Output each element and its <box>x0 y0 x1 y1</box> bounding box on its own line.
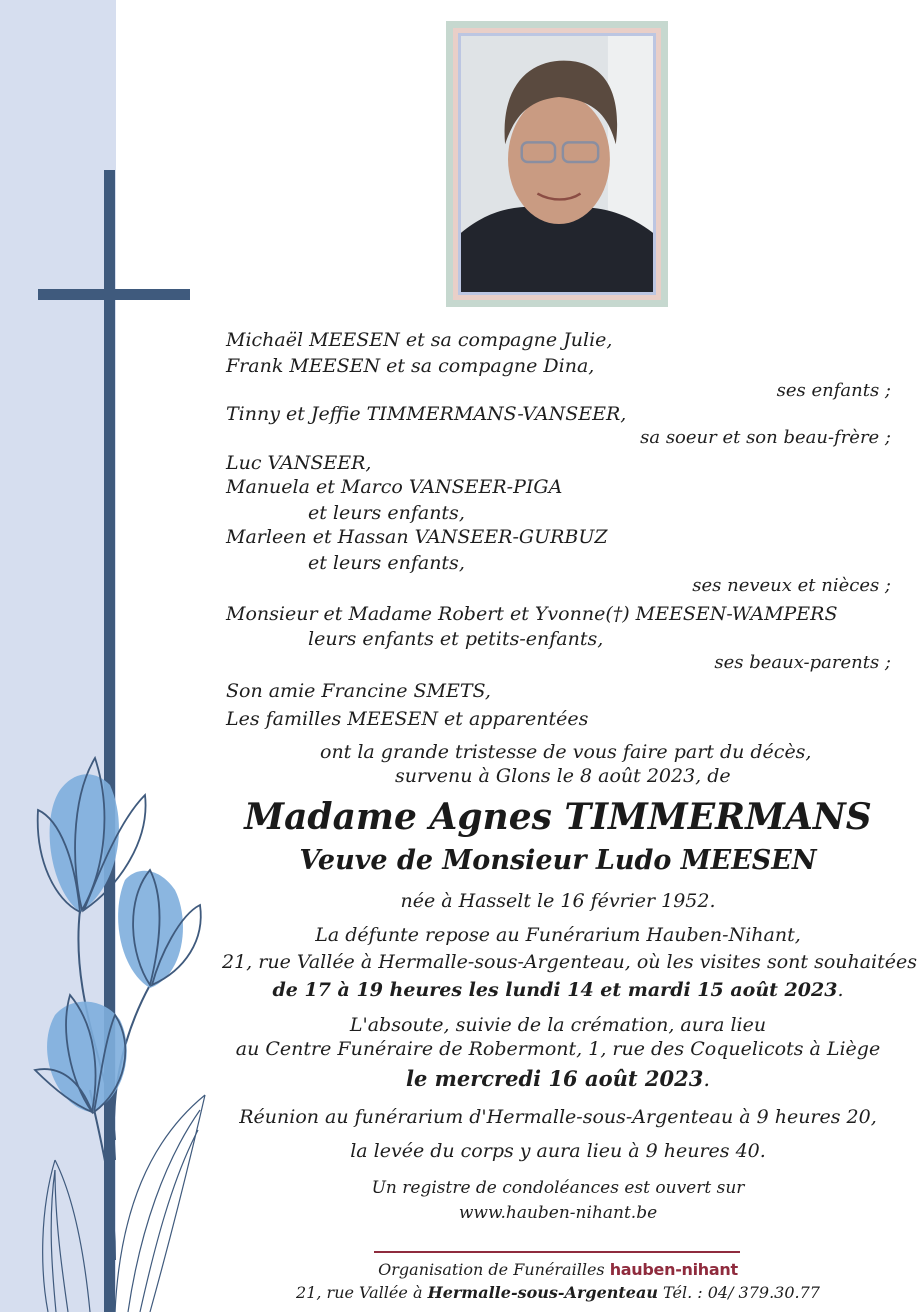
footer-org <box>230 1258 886 1282</box>
levee-line: la levée du corps y aura lieu à 9 heures 40. <box>350 1140 766 1162</box>
family-line: Tinny et Jeffie TIMMERMANS-VANSEER, <box>226 403 627 425</box>
registry-url: www.hauben-nihant.be <box>458 1203 658 1223</box>
brand-logo: hauben-nihant <box>609 1260 738 1279</box>
family-line: Marleen et Hassan VANSEER-GURBUZ <box>226 526 608 548</box>
absoute-date-line: le mercredi 16 août 2023. <box>405 1066 711 1091</box>
family-role: ses neveux et nièces ; <box>692 575 891 596</box>
family-line: et leurs enfants, <box>308 552 465 574</box>
visits-date: de 17 à 19 heures les lundi 14 et mardi 15 août 2023 <box>272 979 838 1001</box>
family-line: Les familles MEESEN et apparentées <box>226 708 589 730</box>
footer-address-prefix: 21, rue Vallée à <box>296 1283 423 1302</box>
family-line: Michaël MEESEN et sa compagne Julie, <box>226 329 613 351</box>
deceased-birth: née à Hasselt le 16 février 1952. <box>400 890 716 912</box>
portrait-photo <box>461 36 653 292</box>
family-line: Monsieur et Madame Robert et Yvonne(†) MEESEN-WAMPERS <box>226 603 838 625</box>
meeting-line: Réunion au funérarium d'Hermalle-sous-Argenteau à 9 heures 20, <box>239 1106 877 1128</box>
absoute-date: le mercredi 16 août 2023 <box>405 1066 704 1091</box>
footer-address <box>230 1281 886 1305</box>
deceased-name: Madame Agnes TIMMERMANS <box>244 796 872 838</box>
family-line: Luc VANSEER, <box>226 452 372 474</box>
portrait-frame <box>446 21 668 307</box>
family-line: leurs enfants et petits-enfants, <box>308 628 604 650</box>
family-line: Son amie Francine SMETS, <box>226 680 491 702</box>
announcement-line: ont la grande tristesse de vous faire part du décès, <box>320 741 812 763</box>
family-line: Manuela et Marco VANSEER-PIGA <box>226 476 563 498</box>
family-role: ses enfants ; <box>776 380 891 401</box>
footer-phone: Tél. : 04/ 379.30.77 <box>663 1283 820 1302</box>
deceased-spouse: Veuve de Monsieur Ludo MEESEN <box>299 845 817 876</box>
family-line: et leurs enfants, <box>308 502 465 524</box>
family-line: Frank MEESEN et sa compagne Dina, <box>226 355 595 377</box>
rest-line: 21, rue Vallée à Hermalle-sous-Argenteau, où les visites sont souhaitées <box>222 951 918 973</box>
registry-line: Un registre de condoléances est ouvert sur <box>371 1178 745 1198</box>
announcement-line: survenu à Glons le 8 août 2023, de <box>395 765 731 787</box>
family-role: sa soeur et son beau-frère ; <box>640 427 891 448</box>
absoute-line: L'absoute, suivie de la crémation, aura lieu <box>349 1014 767 1036</box>
rest-line: La défunte repose au Funérarium Hauben-Nihant, <box>315 924 801 946</box>
cross-icon-arm <box>38 289 190 300</box>
family-role: ses beaux-parents ; <box>714 652 891 673</box>
tulip-illustration <box>0 740 240 1312</box>
footer-address-town: Hermalle-sous-Argenteau <box>427 1283 658 1302</box>
footer-org-prefix: Organisation de Funérailles <box>378 1260 605 1279</box>
absoute-line: au Centre Funéraire de Robermont, 1, rue des Coquelicots à Liège <box>235 1038 881 1060</box>
footer-divider <box>374 1251 740 1253</box>
visits-line: de 17 à 19 heures les lundi 14 et mardi 15 août 2023. <box>272 979 844 1001</box>
